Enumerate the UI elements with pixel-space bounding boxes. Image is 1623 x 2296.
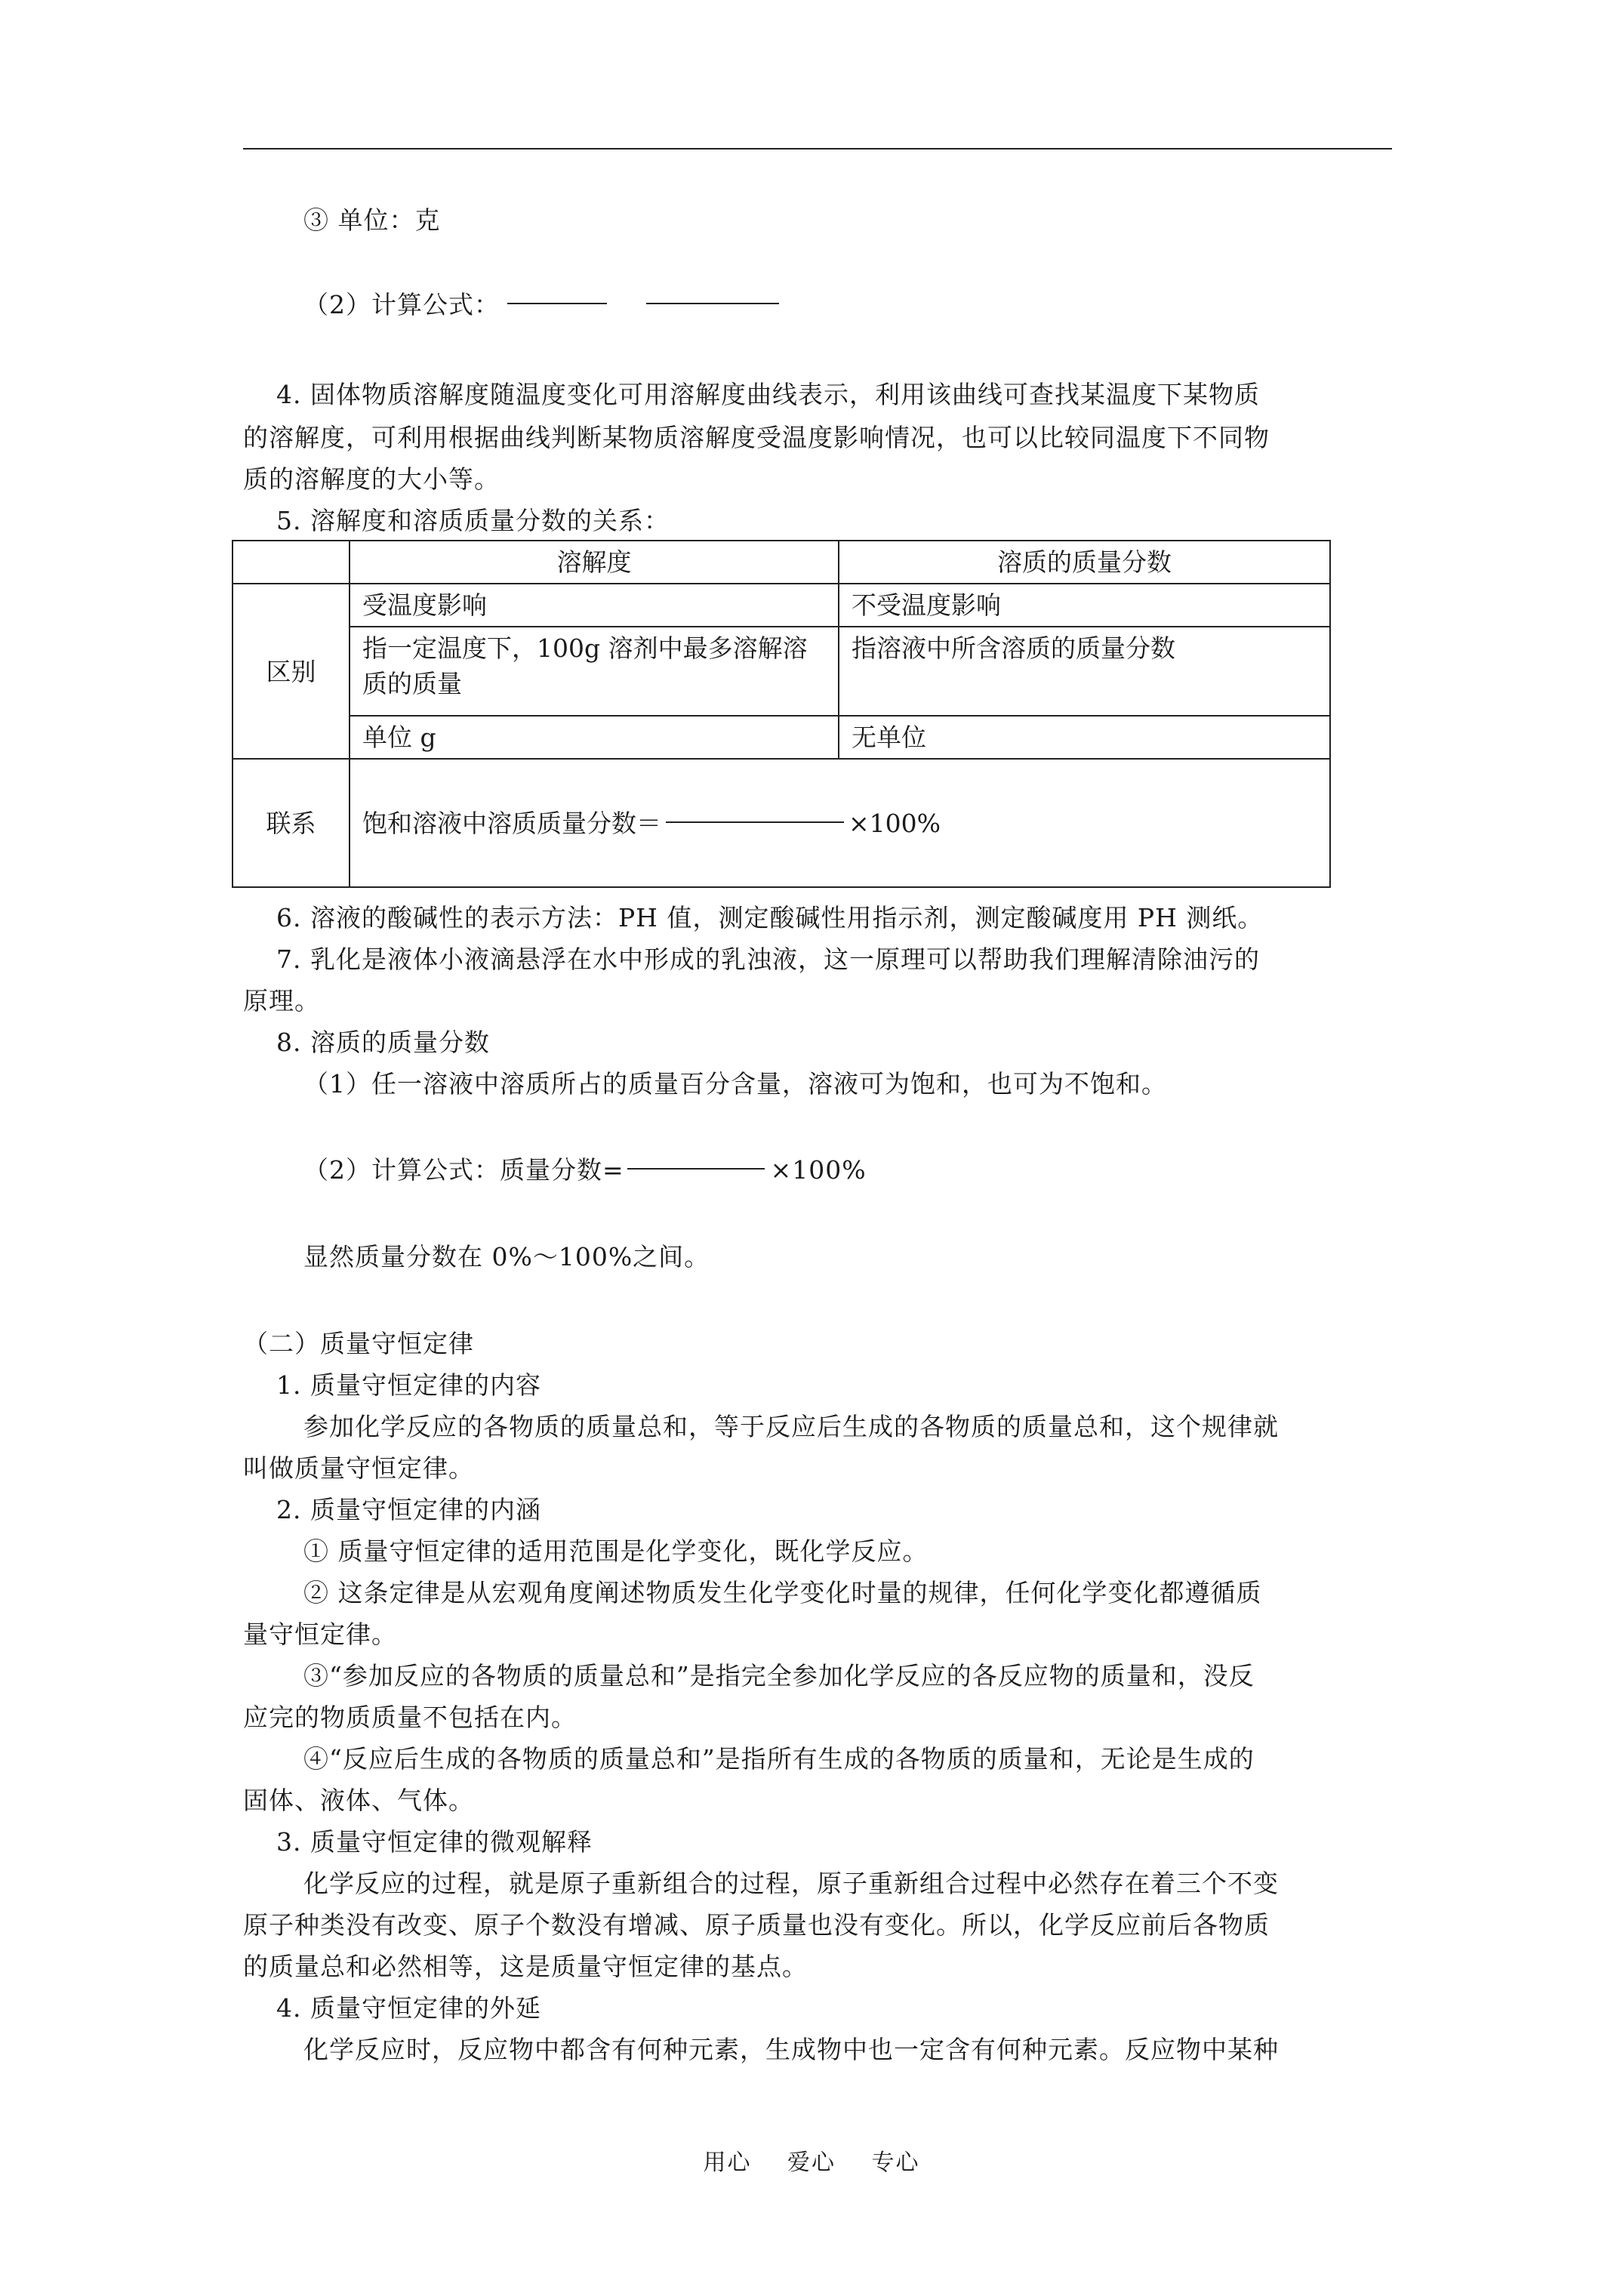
mass-fraction-formula-label: （2）计算公式：质量分数=: [303, 1155, 624, 1185]
subheading-1: 1. 质量守恒定律的内容: [276, 1370, 541, 1400]
content-4-line-1: 化学反应时，反应物中都含有何种元素，生成物中也一定含有何种元素。反应物中某种: [303, 2035, 1279, 2064]
relation-cell: [350, 759, 1330, 887]
table-row: [233, 759, 1330, 887]
paragraph-7-line-1: 7. 乳化是液体小液滴悬浮在水中形成的乳浊液，这一原理可以帮助我们理解清除油污的: [276, 945, 1260, 974]
relation-formula-suffix: ×100%: [848, 808, 941, 838]
paragraph-8-item-2: [303, 1155, 867, 1185]
content-2-item-3-line-2: 应完的物质质量不包括在内。: [243, 1703, 577, 1732]
paragraph-8-heading: 8. 溶质的质量分数: [276, 1028, 490, 1057]
paragraph-7-line-2: 原理。: [243, 986, 320, 1015]
mass-fraction-range: 显然质量分数在 0%～100%之间。: [303, 1242, 710, 1271]
mass-fraction-blank: [627, 1168, 765, 1170]
table-cell: 指一定温度下，100g 溶剂中最多溶解溶质的质量: [350, 627, 839, 716]
content-2-item-2-line-1: ② 这条定律是从宏观角度阐述物质发生化学变化时量的规律，任何化学变化都遵循质: [303, 1578, 1262, 1607]
solubility-comparison-table: [232, 540, 1331, 888]
row-label-relation: 联系: [233, 759, 350, 887]
content-2-item-3-line-1: ③“参加反应的各物质的质量总和”是指完全参加化学反应的各反应物的质量和，没反: [303, 1661, 1255, 1690]
formula-line-1: [303, 290, 784, 320]
paragraph-8-item-1: （1）任一溶液中溶质所占的质量百分含量，溶液可为饱和，也可为不饱和。: [303, 1069, 1167, 1099]
paragraph-5-heading: 5. 溶解度和溶质质量分数的关系：: [276, 506, 670, 535]
content-3-line-3: 的质量总和必然相等，这是质量守恒定律的基点。: [243, 1952, 808, 1981]
paragraph-4-line-2: 的溶解度，可利用根据曲线判断某物质溶解度受温度影响情况，也可以比较同温度下不同物: [243, 423, 1270, 452]
table-cell: 不受温度影响: [839, 584, 1330, 627]
fraction-blank-long: [646, 303, 779, 304]
table-header-cell: 溶解度: [350, 541, 839, 584]
content-2-item-4-line-2: 固体、液体、气体。: [243, 1786, 474, 1815]
content-3-line-2: 原子种类没有改变、原子个数没有增减、原子质量也没有变化。所以，化学反应前后各物质: [243, 1910, 1270, 1940]
header-rule: [243, 148, 1392, 149]
paragraph-4-line-1: 4. 固体物质溶解度随温度变化可用溶解度曲线表示，利用该曲线可查找某温度下某物质: [276, 380, 1260, 409]
footer-word: 用心: [703, 2150, 752, 2176]
formula-label: （2）计算公式：: [303, 290, 500, 319]
unit-line: ③ 单位：克: [303, 205, 441, 235]
paragraph-6: 6. 溶液的酸碱性的表示方法：PH 值，测定酸碱性用指示剂，测定酸碱度用 PH 测纸。: [276, 903, 1264, 932]
table-corner-cell: [233, 541, 350, 584]
table-header-row: [233, 541, 1330, 584]
content-1-line-2: 叫做质量守恒定律。: [243, 1453, 474, 1483]
table-cell: 单位 g: [350, 716, 839, 759]
table-cell: 受温度影响: [350, 584, 839, 627]
fraction-blank-short: [507, 303, 607, 304]
subheading-3: 3. 质量守恒定律的微观解释: [276, 1827, 593, 1857]
row-label-difference: 区别: [233, 584, 350, 759]
mass-fraction-formula-suffix: ×100%: [770, 1155, 867, 1185]
table-row: [233, 716, 1330, 759]
relation-formula-prefix: 饱和溶液中溶质质量分数＝: [362, 808, 661, 838]
content-3-line-1: 化学反应的过程，就是原子重新组合的过程，原子重新组合过程中必然存在着三个不变: [303, 1869, 1279, 1898]
table-row: [233, 627, 1330, 716]
page-footer: [0, 2143, 1623, 2177]
paragraph-4-line-3: 质的溶解度的大小等。: [243, 464, 500, 494]
content-2-item-1: ① 质量守恒定律的适用范围是化学变化，既化学反应。: [303, 1536, 929, 1566]
footer-word: 爱心: [787, 2150, 836, 2176]
table-cell: 无单位: [839, 716, 1330, 759]
table-cell: 指溶液中所含溶质的质量分数: [839, 627, 1330, 716]
content-1-line-1: 参加化学反应的各物质的质量总和，等于反应后生成的各物质的质量总和，这个规律就: [303, 1412, 1279, 1441]
subheading-4: 4. 质量守恒定律的外延: [276, 1993, 541, 2023]
section-heading-mass-conservation: （二）质量守恒定律: [243, 1329, 474, 1358]
footer-word: 专心: [871, 2150, 920, 2176]
content-2-item-4-line-1: ④“反应后生成的各物质的质量总和”是指所有生成的各物质的质量和，无论是生成的: [303, 1744, 1255, 1774]
table-row: [233, 584, 1330, 627]
subheading-2: 2. 质量守恒定律的内涵: [276, 1495, 541, 1524]
relation-fraction-blank: [666, 821, 844, 823]
content-2-item-2-line-2: 量守恒定律。: [243, 1620, 397, 1649]
table-header-cell: 溶质的质量分数: [839, 541, 1330, 584]
